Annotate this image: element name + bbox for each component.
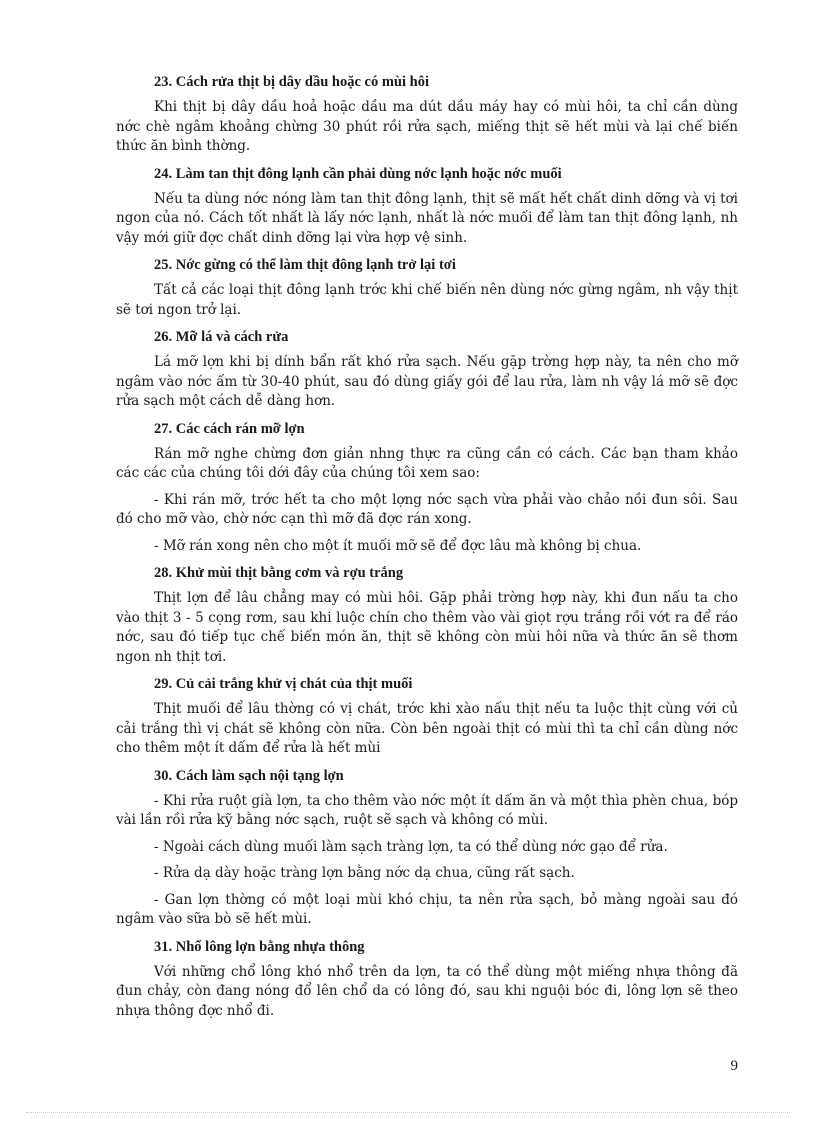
paragraph: Thịt muối để lâu thờng có vị chát, trớc khi xào nấu thịt nếu ta luộc thịt cùng với củ cải trắng thì vị chát sẽ không còn nữa. Còn bên ngoài thịt có mùi thì ta chỉ cần dùng nớc cho thêm một ít dấm để rửa là hết mùi [116, 701, 738, 756]
section [116, 255, 738, 320]
paragraph: - Mỡ rán xong nên cho một ít muối mỡ sẽ để đợc lâu mà không bị chua. [154, 537, 642, 554]
paragraph: Thịt lợn để lâu chẳng may có mùi hôi. Gặp phải trờng hợp này, khi đun nấu ta cho vào thịt 3 - 5 cọng rơm, sau khi luộc chín cho thêm vào vài giọt rợu trắng rồi vớt ra để ráo nớc, sau đó tiếp tục chế biến món ăn, thịt sẽ không còn mùi hôi nữa và thức ăn sẽ thơm ngon nh thịt tơi. [116, 590, 738, 665]
section-heading: 23. Cách rửa thịt bị dây dầu hoặc có mùi hôi [154, 74, 429, 90]
section [116, 327, 738, 412]
paragraph: - Gan lợn thờng có một loại mùi khó chịu, ta nên rửa sạch, bỏ màng ngoài sau đó ngâm vào sữa bò sẽ hết mùi. [116, 891, 738, 927]
section-heading: 26. Mỡ lá và cách rửa [154, 329, 289, 345]
section [116, 766, 738, 930]
section [116, 419, 738, 557]
paragraph: Nếu ta dùng nớc nóng làm tan thịt đông lạnh, thịt sẽ mất hết chất dinh dỡng và vị tơi ngon của nó. Cách tốt nhất là lấy nớc lạnh, nhất là nớc muối để làm tan thịt đông lạnh, nh vậy mới giữ đợc chất dinh dỡng lại vừa hợp vệ sinh. [116, 190, 738, 246]
paragraph: Rán mỡ nghe chừng đơn giản nhng thực ra cũng cần có cách. Các bạn tham khảo các các của chúng tôi dới đây của chúng tôi xem sao: [116, 445, 738, 481]
paragraph: - Ngoài cách dùng muối làm sạch tràng lợn, ta có thể dùng nớc gạo để rửa. [154, 838, 668, 855]
section [116, 72, 738, 157]
section [116, 164, 738, 249]
section [116, 937, 738, 1022]
section [116, 674, 738, 759]
page-number: 9 [730, 1058, 738, 1074]
paragraph: - Khi rán mỡ, trớc hết ta cho một lợng nớc sạch vừa phải vào chảo nồi đun sôi. Sau đó cho mỡ vào, chờ nớc cạn thì mỡ đã đợc rán xong. [116, 491, 738, 527]
section-heading: 31. Nhổ lông lợn bằng nhựa thông [154, 938, 365, 955]
section-heading: 28. Khử mùi thịt bằng cơm và rợu trắng [154, 565, 404, 581]
page-bottom-divider [26, 1112, 790, 1113]
paragraph: Lá mỡ lợn khi bị dính bẩn rất khó rửa sạch. Nếu gặp trờng hợp này, ta nên cho mỡ ngâm vào nớc ấm từ 30-40 phút, sau đó dùng giấy gói để lau rửa, làm nh vậy lá mỡ sẽ đợc rửa sạch một cách dễ dàng hơn. [116, 354, 738, 409]
section [116, 563, 738, 667]
paragraph: Tất cả các loại thịt đông lạnh trớc khi chế biến nên dùng nớc gừng ngâm, nh vậy thịt sẽ tơi ngon trở lại. [116, 282, 738, 318]
section-heading: 27. Các cách rán mỡ lợn [154, 420, 305, 437]
paragraph: Khi thịt bị dây dầu hoả hoặc dầu ma dút dầu máy hay có mùi hôi, ta chỉ cần dùng nớc chè ngâm khoảng chừng 30 phút rồi rửa sạch, miếng thịt sẽ hết mùi và lại chế biến thức ăn bình thờng. [116, 99, 738, 154]
paragraph: Với những chổ lông khó nhổ trên da lợn, ta có thể dùng một miếng nhựa thông đã đun chảy, còn đang nóng đổ lên chổ da có lông đó, sau khi nguội bóc đi, lông lợn sẽ theo nhựa thông đợc nhổ đi. [116, 963, 738, 1019]
section-heading: 25. Nớc gừng có thể làm thịt đông lạnh trở lại tơi [154, 257, 456, 273]
section-heading: 29. Củ cải trắng khử vị chát của thịt muối [154, 676, 413, 692]
paragraph: - Khi rửa ruột già lợn, ta cho thêm vào nớc một ít dấm ăn và một thìa phèn chua, bóp vài lần rồi rửa kỹ bằng nớc sạch, ruột sẽ sạch và không có mùi. [116, 792, 738, 828]
paragraph: - Rửa dạ dày hoặc tràng lợn bằng nớc dạ chua, cũng rất sạch. [154, 865, 575, 881]
section-heading: 24. Làm tan thịt đông lạnh cần phải dùng nớc lạnh hoặc nớc muối [154, 165, 562, 182]
section-heading: 30. Cách làm sạch nội tạng lợn [154, 767, 344, 784]
document-page [116, 72, 738, 1028]
